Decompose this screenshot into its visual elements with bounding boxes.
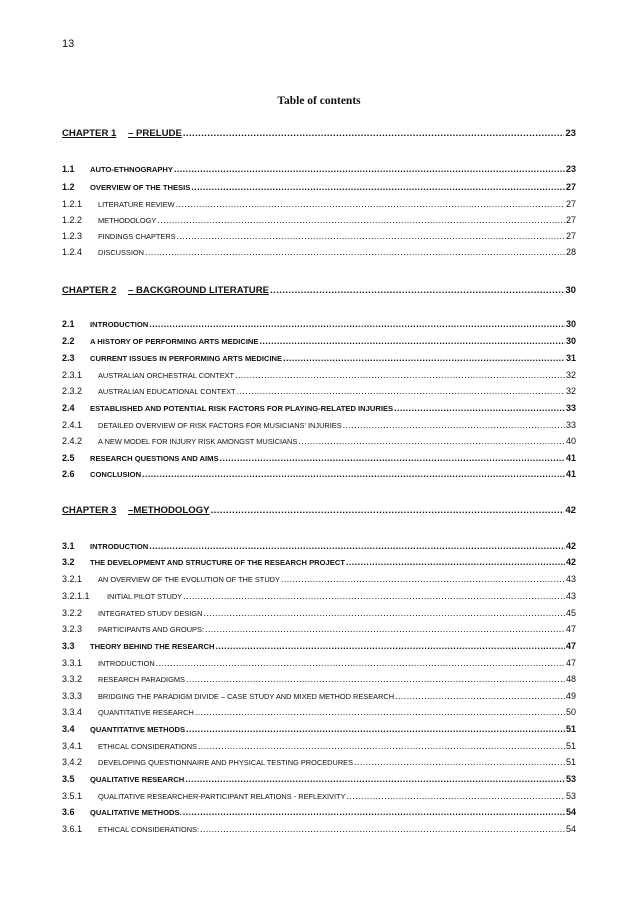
toc-entry-page: 27 (565, 182, 576, 192)
toc-entry-number: 3.3.1 (62, 658, 83, 668)
toc-entry-label: INTRODUCTION (90, 542, 149, 551)
toc-entry-label: CURRENT ISSUES IN PERFORMING ARTS MEDICINE (90, 354, 283, 363)
toc-entry-number: 3.3.3 (62, 691, 83, 701)
toc-leader-dots (235, 369, 565, 381)
toc-entry[interactable] (62, 318, 576, 331)
toc-entry-label: BRIDGING THE PARADIGM DIVIDE – CASE STUDY AND MIXED METHOD RESEARCH (98, 692, 395, 701)
toc-chapter-entry[interactable] (62, 285, 576, 297)
toc-leader-dots (237, 385, 565, 397)
toc-entry-page: 28 (565, 247, 576, 257)
toc-leader-dots (186, 673, 565, 685)
toc-entry-page: 42 (565, 557, 576, 567)
toc-entry-page: 23 (565, 164, 576, 174)
toc-entry-number: CHAPTER 1 (62, 128, 117, 139)
toc-entry-page: 31 (565, 353, 576, 363)
toc-entry-page: 41 (565, 453, 576, 463)
toc-entry-label: QUANTITATIVE METHODS (90, 725, 186, 734)
toc-entry-number: 3.4.2 (62, 757, 83, 767)
toc-entry-page: 51 (565, 724, 576, 734)
toc-entry-number: 3.5 (62, 774, 75, 784)
toc-entry-label: QUANTITATIVE RESEARCH (98, 708, 194, 717)
toc-entry-number: 1.2.2 (62, 215, 83, 225)
toc-entry-number: 1.2.1 (62, 199, 83, 209)
toc-entry[interactable] (62, 706, 576, 719)
toc-leader-dots (259, 335, 565, 347)
toc-entry-page: 27 (565, 231, 576, 241)
page-number: 13 (62, 38, 75, 50)
toc-entry-number: 2.4.2 (62, 436, 83, 446)
toc-entry-page: 32 (565, 370, 576, 380)
toc-entry[interactable] (62, 573, 576, 586)
toc-entry-number: 2.3.2 (62, 386, 83, 396)
toc-entry[interactable] (62, 198, 576, 211)
toc-entry-page: 50 (565, 707, 576, 717)
toc-entry-label: AUSTRALIAN ORCHESTRAL CONTEXT (98, 371, 235, 380)
toc-entry-page: 51 (565, 741, 576, 751)
toc-entry-page: 43 (565, 574, 576, 584)
toc-entry-number: 3.2.2 (62, 608, 83, 618)
toc-entry-number: 3.4.1 (62, 741, 83, 751)
toc-entry-number: 3.6 (62, 807, 75, 817)
toc-entry-page: 49 (565, 691, 576, 701)
toc-entry[interactable] (62, 163, 576, 176)
toc-entry-number: 2.4.1 (62, 420, 83, 430)
toc-entry[interactable] (62, 369, 576, 382)
toc-entry[interactable] (62, 419, 576, 432)
toc-leader-dots (142, 468, 565, 480)
toc-entry-page: 42 (565, 505, 576, 516)
page-title: Table of contents (277, 95, 361, 107)
toc-entry-number: 2.2 (62, 336, 75, 346)
toc-leader-dots (186, 723, 565, 735)
toc-entry[interactable] (62, 740, 576, 753)
toc-entry[interactable] (62, 590, 576, 603)
toc-entry-label: LITERATURE REVIEW (98, 200, 175, 209)
toc-entry-number: CHAPTER 3 (62, 505, 117, 516)
toc-leader-dots (195, 706, 565, 718)
toc-entry[interactable] (62, 673, 576, 686)
toc-leader-dots (203, 607, 565, 619)
toc-entry-label: RESEARCH PARADIGMS (98, 675, 185, 684)
toc-entry-label: – BACKGROUND LITERATURE (128, 285, 270, 296)
toc-entry-page: 41 (565, 469, 576, 479)
toc-chapter-entry[interactable] (62, 128, 576, 140)
toc-entry-label: QUALITATIVE RESEARCHER-PARTICIPANT RELATIONS - REFLEXIVITY (98, 792, 346, 801)
toc-entry[interactable] (62, 540, 576, 553)
toc-entry[interactable] (62, 556, 576, 569)
toc-entry-number: 1.2.3 (62, 231, 83, 241)
toc-entry-number: 3.2.1.1 (62, 591, 90, 601)
toc-entry-label: AUTO-ETHNOGRAPHY (90, 165, 173, 174)
toc-entry-label: AUSTRALIAN EDUCATIONAL CONTEXT (98, 387, 236, 396)
toc-leader-dots (394, 402, 565, 414)
toc-chapter-entry[interactable] (62, 505, 576, 517)
toc-entry-number: 3.5.1 (62, 791, 83, 801)
toc-entry-label: DEVELOPING QUESTIONNAIRE AND PHYSICAL TESTING PROCEDURES (98, 758, 354, 767)
toc-entry-page: 54 (565, 824, 576, 834)
toc-entry-number: CHAPTER 2 (62, 285, 117, 296)
toc-leader-dots (198, 740, 565, 752)
toc-entry-number: 2.3 (62, 353, 75, 363)
toc-entry-label: INTEGRATED STUDY DESIGN (98, 609, 203, 618)
toc-entry-label: INTRODUCTION (90, 320, 149, 329)
toc-leader-dots (270, 285, 564, 297)
toc-entry-number: 3.3.4 (62, 707, 83, 717)
toc-entry-number: 2.6 (62, 469, 75, 479)
toc-leader-dots (149, 540, 565, 552)
toc-entry[interactable] (62, 181, 576, 194)
toc-entry[interactable] (62, 756, 576, 769)
toc-entry-label: – PRELUDE (128, 128, 182, 139)
toc-leader-dots (215, 640, 565, 652)
toc-entry-page: 30 (565, 285, 576, 296)
toc-leader-dots (346, 556, 565, 568)
toc-entry[interactable] (62, 246, 576, 259)
toc-entry[interactable] (62, 723, 576, 736)
toc-leader-dots (200, 823, 565, 835)
toc-entry[interactable] (62, 435, 576, 448)
toc-entry-page: 51 (565, 757, 576, 767)
toc-leader-dots (145, 246, 565, 258)
toc-entry-page: 27 (565, 215, 576, 225)
toc-entry-number: 3.2.3 (62, 624, 83, 634)
toc-entry-number: 1.2.4 (62, 247, 83, 257)
toc-entry-page: 47 (565, 641, 576, 651)
toc-leader-dots (211, 505, 565, 517)
toc-leader-dots (220, 452, 565, 464)
toc-entry-label: METHODOLOGY (98, 216, 157, 225)
toc-entry-number: 3.1 (62, 541, 75, 551)
toc-leader-dots (183, 590, 565, 602)
toc-entry[interactable] (62, 335, 576, 348)
toc-entry[interactable] (62, 657, 576, 670)
toc-leader-dots (283, 352, 565, 364)
toc-entry-label: ETHICAL CONSIDERATIONS (98, 742, 197, 751)
toc-entry[interactable] (62, 690, 576, 703)
toc-entry[interactable] (62, 468, 576, 481)
toc-entry-number: 2.1 (62, 319, 75, 329)
toc-entry[interactable] (62, 607, 576, 620)
toc-entry-page: 30 (565, 319, 576, 329)
toc-leader-dots (183, 128, 564, 140)
toc-leader-dots (395, 690, 565, 702)
toc-entry-label: –METHODOLOGY (128, 505, 210, 516)
toc-leader-dots (191, 181, 565, 193)
toc-entry-page: 53 (565, 791, 576, 801)
toc-entry-number: 3.2 (62, 557, 75, 567)
toc-entry[interactable] (62, 452, 576, 465)
toc-entry-number: 2.3.1 (62, 370, 83, 380)
toc-entry[interactable] (62, 640, 576, 653)
toc-entry[interactable] (62, 352, 576, 365)
toc-entry-label: THEORY BEHIND THE RESEARCH (90, 642, 215, 651)
toc-entry-page: 47 (565, 658, 576, 668)
toc-entry-label: OVERVIEW OF THE THESIS (90, 183, 191, 192)
toc-leader-dots (205, 623, 565, 635)
toc-entry[interactable] (62, 402, 576, 415)
toc-entry-page: 47 (565, 624, 576, 634)
toc-entry-page: 53 (565, 774, 576, 784)
toc-entry-number: 3.3.2 (62, 674, 83, 684)
toc-entry[interactable] (62, 385, 576, 398)
toc-entry-label: ETHICAL CONSIDERATIONS: (98, 825, 200, 834)
toc-entry[interactable] (62, 623, 576, 636)
toc-entry-page: 32 (565, 386, 576, 396)
toc-entry-number: 1.1 (62, 164, 75, 174)
toc-entry-page: 42 (565, 541, 576, 551)
toc-leader-dots (298, 435, 565, 447)
toc-entry[interactable] (62, 773, 576, 786)
toc-entry-page: 27 (565, 199, 576, 209)
toc-entry-label: INITIAL PILOT STUDY (107, 592, 183, 601)
toc-entry-number: 3.2.1 (62, 574, 83, 584)
toc-leader-dots (149, 318, 565, 330)
toc-entry-label: RESEARCH QUESTIONS AND AIMS (90, 454, 219, 463)
toc-leader-dots (343, 419, 565, 431)
toc-leader-dots (183, 806, 565, 818)
toc-entry[interactable] (62, 806, 576, 819)
toc-entry-label: ESTABLISHED AND POTENTIAL RISK FACTORS FOR PLAYING-RELATED INJURIES (90, 404, 394, 413)
toc-entry-number: 3.3 (62, 641, 75, 651)
toc-leader-dots (174, 163, 565, 175)
toc-entry-label: DETAILED OVERVIEW OF RISK FACTORS FOR MUSICIANS’ INJURIES (98, 421, 342, 430)
toc-entry-page: 54 (565, 807, 576, 817)
toc-entry-label: INTRODUCTION (98, 659, 155, 668)
toc-leader-dots (354, 756, 565, 768)
toc-entry-label: THE DEVELOPMENT AND STRUCTURE OF THE RESEARCH PROJECT (90, 558, 345, 567)
toc-entry-label: QUALITATIVE RESEARCH (90, 775, 185, 784)
toc-leader-dots (176, 198, 565, 210)
toc-entry-number: 2.5 (62, 453, 75, 463)
toc-entry[interactable] (62, 214, 576, 227)
toc-leader-dots (156, 657, 565, 669)
toc-entry-label: A NEW MODEL FOR INJURY RISK AMONGST MUSICIANS (98, 437, 298, 446)
toc-leader-dots (177, 230, 565, 242)
toc-leader-dots (281, 573, 565, 585)
toc-entry-page: 45 (565, 608, 576, 618)
toc-entry-page: 48 (565, 674, 576, 684)
toc-entry-label: FINDINGS CHAPTERS (98, 232, 176, 241)
toc-entry-number: 1.2 (62, 182, 75, 192)
toc-entry-page: 40 (565, 436, 576, 446)
toc-entry-page: 30 (565, 336, 576, 346)
toc-entry-label: AN OVERVIEW OF THE EVOLUTION OF THE STUDY (98, 575, 280, 584)
toc-entry-label: DISCUSSION (98, 248, 144, 257)
toc-entry-number: 3.4 (62, 724, 75, 734)
toc-entry[interactable] (62, 230, 576, 243)
toc-entry-page: 43 (565, 591, 576, 601)
toc-entry-label: CONCLUSION (90, 470, 142, 479)
toc-entry-number: 3.6.1 (62, 824, 83, 834)
toc-entry-page: 23 (565, 128, 576, 139)
toc-entry-number: 2.4 (62, 403, 75, 413)
toc-entry-label: PARTICIPANTS AND GROUPS: (98, 625, 204, 634)
toc-entry[interactable] (62, 790, 576, 803)
toc-entry-label: A HISTORY OF PERFORMING ARTS MEDICINE (90, 337, 259, 346)
toc-entry-page: 33 (565, 403, 576, 413)
toc-leader-dots (157, 214, 565, 226)
toc-entry-label: QUALITATIVE METHODS. (90, 808, 182, 817)
toc-leader-dots (347, 790, 565, 802)
toc-entry[interactable] (62, 823, 576, 836)
toc-leader-dots (185, 773, 565, 785)
toc-entry-page: 33 (565, 420, 576, 430)
